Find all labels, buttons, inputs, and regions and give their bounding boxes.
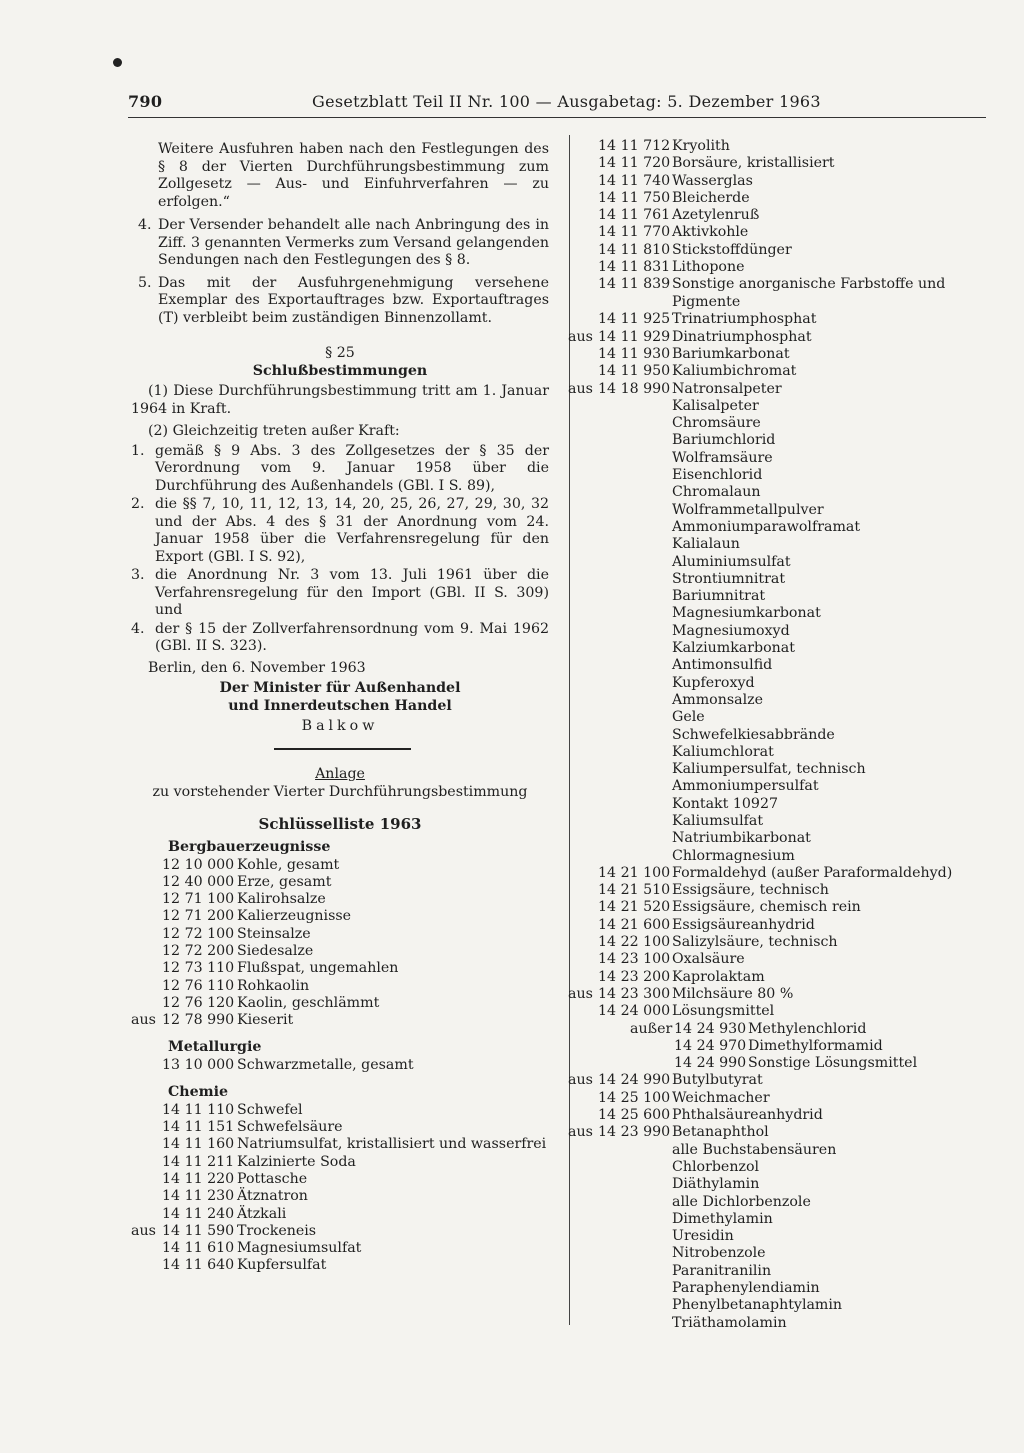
item-text: Der Versender behandelt alle nach Anbringung des in Ziff. 3 genannten Vermerks zum Versand gelangenden Sendungen nach den Festlegungen des § 8.	[158, 217, 549, 268]
entry-code: 12 76 120	[162, 994, 235, 1011]
entry-list	[131, 857, 549, 1030]
entry-code: 14 11 240	[162, 1205, 235, 1222]
entry-code: 12 71 200	[162, 908, 235, 925]
list-item	[568, 1245, 988, 1262]
entry-code: 14 21 100	[598, 864, 671, 881]
entry-list	[131, 1102, 549, 1275]
section-heading: Chemie	[168, 1084, 229, 1101]
entry-code: 14 11 770	[598, 224, 671, 241]
list-item	[568, 1003, 988, 1020]
repeal-number: 3.	[131, 567, 145, 583]
entry-code: 14 24 970	[674, 1037, 747, 1054]
list-item	[568, 484, 988, 501]
list-item	[568, 917, 988, 934]
entry-name: Borsäure, kristallisiert	[672, 155, 835, 172]
list-item	[568, 744, 988, 761]
entry-name: Azetylenruß	[672, 207, 760, 224]
entry-name: Kalzinierte Soda	[237, 1153, 356, 1170]
entry-code: 14 11 720	[598, 155, 671, 172]
list-item	[568, 657, 988, 674]
entry-code: 14 21 510	[598, 882, 671, 899]
entry-name: Kalisalpeter	[672, 397, 759, 414]
entry-code: 12 72 200	[162, 942, 235, 959]
entry-list	[568, 138, 988, 1332]
list-item	[568, 519, 988, 536]
entry-code: 14 24 930	[674, 1020, 747, 1037]
entry-prefix: aus	[568, 985, 593, 1002]
repeal-item	[131, 496, 549, 566]
entry-name: Kryolith	[672, 138, 730, 154]
entry-name: Oxalsäure	[672, 951, 745, 968]
list-item	[568, 934, 988, 951]
entry-name: Kaprolaktam	[672, 968, 765, 985]
entry-name: Magnesiumoxyd	[672, 622, 790, 639]
item-number: 4.	[138, 217, 152, 233]
section-number: § 25	[325, 345, 355, 361]
entry-name: Betanaphthol	[672, 1124, 769, 1141]
list-item	[568, 969, 988, 986]
section-title: Schlußbestimmungen	[252, 362, 428, 379]
entry-name: Phenylbetanaphtylamin	[672, 1297, 843, 1314]
header-title: Gesetzblatt Teil II Nr. 100 — Ausgabetag: 5. Dezember 1963	[312, 92, 821, 111]
signature-rule	[274, 748, 411, 750]
list-item	[131, 1012, 549, 1029]
repeal-text: gemäß § 9 Abs. 3 des Zollgesetzes der § 35 der Verordnung vom 9. Januar 1958 über die Durchführung des Außenhandels (GBl. I S. 89),	[155, 442, 549, 494]
list-item	[568, 1055, 988, 1072]
list-item	[568, 1211, 988, 1228]
entry-name: Natronsalpeter	[672, 380, 782, 397]
entry-name: Wasserglas	[672, 172, 753, 189]
list-item	[568, 675, 988, 692]
right-column	[568, 138, 988, 1332]
entry-code: 14 11 712	[598, 138, 671, 154]
page-number: 790	[128, 92, 163, 111]
entry-name: Schwefel	[237, 1101, 303, 1118]
entry-name: Siedesalze	[237, 942, 314, 959]
entry-code: 14 24 000	[598, 1003, 671, 1020]
list-item	[568, 778, 988, 795]
entry-code: 14 11 160	[162, 1136, 235, 1153]
list-item	[568, 1263, 988, 1280]
list-item	[568, 709, 988, 726]
entry-prefix: außer	[630, 1020, 673, 1037]
list-item	[131, 995, 549, 1012]
list-item	[131, 874, 549, 891]
list-item	[568, 848, 988, 865]
entry-name: Schwefelkiesabbrände	[672, 726, 835, 743]
entry-name: Kupferoxyd	[672, 674, 755, 691]
list-title: Schlüsselliste 1963	[258, 814, 422, 833]
entry-name: Ammoniumparawolframat	[672, 518, 861, 535]
signatory-line-2: und Innerdeutschen Handel	[228, 697, 452, 714]
list-item	[568, 432, 988, 449]
paragraph-1: (1) Diese Durchführungsbestimmung tritt am 1. Januar 1964 in Kraft.	[131, 383, 549, 417]
list-item	[131, 926, 549, 943]
list-item	[568, 899, 988, 916]
list-item	[568, 951, 988, 968]
list-item	[568, 138, 988, 155]
list-item	[568, 276, 988, 311]
list-item	[568, 1021, 988, 1038]
entry-name: Chlorbenzol	[672, 1158, 760, 1175]
annex-subtitle: zu vorstehender Vierter Durchführungsbestimmung	[152, 784, 528, 800]
entry-name: Gele	[672, 709, 705, 726]
entry-name: Schwefelsäure	[237, 1119, 343, 1136]
entry-code: 14 23 200	[598, 968, 671, 985]
repeal-item	[131, 443, 549, 496]
header-rule	[128, 117, 986, 118]
entry-code: 14 11 640	[162, 1257, 235, 1274]
entry-name: Weichmacher	[672, 1089, 770, 1106]
annex-title: Anlage	[315, 765, 365, 782]
repeal-text: die §§ 7, 10, 11, 12, 13, 14, 20, 25, 26, 27, 29, 30, 32 und der Abs. 4 des § 31 der Anordnung vom 24. Januar 1958 über die Verfahrensregelung für den Export (GBl. I S. 92),	[155, 496, 549, 565]
entry-name: Methylenchlorid	[748, 1020, 867, 1037]
entry-prefix: aus	[568, 1124, 593, 1141]
list-item	[568, 865, 988, 882]
entry-name: Trinatriumphosphat	[672, 311, 817, 328]
entry-name: Kaliumpersulfat, technisch	[672, 761, 866, 778]
list-item	[568, 727, 988, 744]
entry-name: Flußspat, ungemahlen	[237, 960, 399, 977]
entry-name: Antimonsulfid	[672, 657, 773, 674]
left-column	[131, 141, 549, 1275]
entry-name: Ammonsalze	[672, 691, 763, 708]
entry-code: 14 11 750	[598, 189, 671, 206]
list-item	[568, 761, 988, 778]
list-item	[568, 259, 988, 276]
entry-name: Kohle, gesamt	[237, 856, 340, 873]
entry-code: 12 73 110	[162, 960, 235, 977]
entry-name: Chromalaun	[672, 484, 761, 501]
entry-name: Bariumchlorid	[672, 432, 776, 449]
entry-name: Steinsalze	[237, 925, 311, 942]
entry-name: Natriumbikarbonat	[672, 830, 811, 847]
list-item	[568, 173, 988, 190]
list-item	[568, 571, 988, 588]
list-item	[131, 1188, 549, 1205]
entry-code: 14 11 810	[598, 241, 671, 258]
list-item	[131, 1102, 549, 1119]
repeal-number: 1.	[131, 442, 145, 459]
list-item	[568, 813, 988, 830]
list-item	[568, 1194, 988, 1211]
entry-name: Aluminiumsulfat	[672, 553, 791, 570]
list-item	[131, 978, 549, 995]
numbered-item	[131, 217, 549, 270]
list-item	[131, 1223, 549, 1240]
signatory-line-1: Der Minister für Außenhandel	[219, 680, 461, 696]
list-item	[568, 640, 988, 657]
entry-name: Kalziumkarbonat	[672, 640, 795, 657]
signatory-name: Balkow	[301, 718, 379, 734]
repeal-item	[131, 567, 549, 620]
page-header	[128, 92, 986, 118]
repeal-text: die Anordnung Nr. 3 vom 13. Juli 1961 über die Verfahrensregelung für den Import (GBl. II S. 309) und	[155, 567, 549, 618]
entry-code: 14 18 990	[598, 380, 671, 397]
list-item	[568, 536, 988, 553]
list-item	[568, 207, 988, 224]
list-item	[568, 605, 988, 622]
entry-code: 12 78 990	[162, 1012, 235, 1029]
entry-name: Erze, gesamt	[237, 873, 332, 890]
entry-name: Salizylsäure, technisch	[672, 934, 838, 951]
entry-code: 14 11 950	[598, 363, 671, 380]
catalog-left	[131, 839, 549, 1275]
list-item	[568, 329, 988, 346]
entry-prefix: aus	[568, 1072, 593, 1089]
numbered-item	[131, 275, 549, 328]
entry-name: Stickstoffdünger	[672, 241, 792, 258]
entry-code: 14 11 839	[598, 276, 671, 293]
list-item	[568, 554, 988, 571]
entry-name: Strontiumnitrat	[672, 570, 786, 587]
entry-name: Diäthylamin	[672, 1176, 760, 1193]
list-item	[568, 1090, 988, 1107]
entry-code: 14 11 740	[598, 172, 671, 189]
entry-code: 14 11 930	[598, 345, 671, 362]
entry-code: 14 21 600	[598, 916, 671, 933]
list-item	[131, 1171, 549, 1188]
entry-code: 14 22 100	[598, 934, 671, 951]
repeal-number: 4.	[131, 620, 145, 637]
entry-code: 14 11 151	[162, 1119, 235, 1136]
entry-name: Chlormagnesium	[672, 847, 795, 864]
list-item	[568, 1280, 988, 1297]
list-item	[568, 1315, 988, 1332]
entry-name: Bariumkarbonat	[672, 345, 790, 362]
list-item	[568, 155, 988, 172]
ink-dot	[113, 58, 122, 67]
section-heading: Metallurgie	[168, 1039, 262, 1056]
list-item	[131, 943, 549, 960]
list-item	[568, 381, 988, 398]
list-item	[568, 1228, 988, 1245]
entry-name: Eisenchlorid	[672, 467, 763, 484]
entry-name: Kontakt 10927	[672, 795, 778, 812]
list-item	[568, 1142, 988, 1159]
entry-name: Lösungsmittel	[672, 1003, 775, 1020]
list-item	[131, 857, 549, 874]
entry-code: 14 11 761	[598, 207, 671, 224]
entry-code: 14 11 831	[598, 259, 671, 276]
entry-code: 14 23 300	[598, 985, 671, 1002]
list-item	[568, 190, 988, 207]
entry-name: Bleicherde	[672, 189, 750, 206]
entry-list	[131, 1057, 549, 1074]
list-item	[568, 363, 988, 380]
entry-code: 13 10 000	[162, 1056, 235, 1073]
list-item	[568, 986, 988, 1003]
entry-name: Schwarzmetalle, gesamt	[237, 1056, 414, 1073]
entry-name: alle Dichlorbenzole	[672, 1193, 811, 1210]
entry-code: 14 23 990	[598, 1124, 671, 1141]
entry-code: 14 11 230	[162, 1188, 235, 1205]
entry-code: 12 76 110	[162, 977, 235, 994]
list-item	[568, 1038, 988, 1055]
entry-code: 14 11 610	[162, 1240, 235, 1257]
entry-name: Phthalsäureanhydrid	[672, 1107, 823, 1124]
list-item	[568, 692, 988, 709]
entry-name: Pottasche	[237, 1170, 308, 1187]
list-item	[131, 891, 549, 908]
list-item	[131, 1119, 549, 1136]
entry-code: 14 21 520	[598, 899, 671, 916]
list-item	[568, 415, 988, 432]
list-item	[131, 1154, 549, 1171]
entry-prefix: aus	[131, 1222, 156, 1239]
entry-name: Natriumsulfat, kristallisiert und wasserfrei	[237, 1136, 547, 1153]
list-item	[568, 467, 988, 484]
entry-name: Essigsäureanhydrid	[672, 916, 815, 933]
list-item	[568, 242, 988, 259]
entry-code: 14 11 220	[162, 1170, 235, 1187]
list-item	[568, 830, 988, 847]
entry-name: Paraphenylendiamin	[672, 1280, 820, 1296]
entry-name: Paranitranilin	[672, 1262, 772, 1279]
list-item	[568, 450, 988, 467]
list-item	[568, 1176, 988, 1193]
list-item	[568, 1159, 988, 1176]
list-item	[568, 1107, 988, 1124]
entry-name: Essigsäure, technisch	[672, 882, 829, 899]
entry-name: Nitrobenzole	[672, 1245, 766, 1262]
entry-name: alle Buchstabensäuren	[672, 1141, 837, 1158]
entry-name: Dimethylamin	[672, 1210, 773, 1227]
list-item	[131, 908, 549, 925]
repeal-text: der § 15 der Zollverfahrensordnung vom 9. Mai 1962 (GBl. II S. 323).	[155, 620, 549, 654]
list-item	[568, 796, 988, 813]
entry-name: Milchsäure 80 %	[672, 985, 794, 1002]
list-item	[568, 311, 988, 328]
list-item	[568, 502, 988, 519]
entry-name: Dinatriumphosphat	[672, 328, 812, 345]
list-item	[568, 1124, 988, 1141]
entry-name: Magnesiumkarbonat	[672, 605, 821, 622]
entry-prefix: aus	[568, 380, 593, 397]
entry-code: 14 25 100	[598, 1089, 671, 1106]
entry-name: Essigsäure, chemisch rein	[672, 899, 861, 916]
entry-code: 14 24 990	[674, 1055, 747, 1072]
entry-code: 12 40 000	[162, 873, 235, 890]
list-item	[131, 1057, 549, 1074]
entry-name: Kalierzeugnisse	[237, 908, 352, 925]
entry-name: Kaliumchlorat	[672, 743, 774, 760]
entry-code: 14 23 100	[598, 951, 671, 968]
item-text: Das mit der Ausfuhrgenehmigung versehene Exemplar des Exportauftrages bzw. Exportauftrages (T) verbleibt beim zuständigen Binnenzollamt.	[158, 274, 549, 326]
list-item	[568, 398, 988, 415]
entry-name: Kaliumsulfat	[672, 812, 764, 829]
list-item	[131, 960, 549, 977]
entry-code: 14 11 110	[162, 1101, 235, 1118]
entry-name: Ätzkali	[237, 1205, 287, 1222]
entry-name: Trockeneis	[237, 1222, 317, 1239]
entry-code: 12 72 100	[162, 925, 235, 942]
entry-name: Kalirohsalze	[237, 891, 326, 908]
entry-name: Wolframsäure	[672, 449, 773, 466]
list-item	[568, 623, 988, 640]
entry-name: Aktivkohle	[672, 224, 749, 241]
entry-name: Sonstige anorganische Farbstoffe und Pigmente	[672, 276, 946, 310]
entry-name: Magnesiumsulfat	[237, 1240, 362, 1257]
entry-name: Sonstige Lösungsmittel	[748, 1055, 918, 1072]
entry-code: 14 11 590	[162, 1222, 235, 1239]
entry-name: Triäthamolamin	[672, 1314, 787, 1331]
entry-name: Kaolin, geschlämmt	[237, 994, 380, 1011]
repeal-item	[131, 621, 549, 656]
list-item	[131, 1240, 549, 1257]
entry-name: Butylbutyrat	[672, 1072, 763, 1089]
entry-name: Bariumnitrat	[672, 588, 766, 605]
list-item	[568, 1072, 988, 1089]
list-item	[568, 346, 988, 363]
list-item	[568, 588, 988, 605]
place-date: Berlin, den 6. November 1963	[148, 659, 366, 676]
entry-prefix: aus	[568, 328, 593, 345]
entry-name: Formaldehyd (außer Paraformaldehyd)	[672, 864, 953, 881]
entry-name: Kalialaun	[672, 536, 740, 553]
entry-prefix: aus	[131, 1012, 156, 1029]
entry-code: 12 10 000	[162, 856, 235, 873]
list-item	[131, 1206, 549, 1223]
entry-name: Dimethylformamid	[748, 1037, 883, 1054]
paragraph-2: (2) Gleichzeitig treten außer Kraft:	[148, 423, 400, 439]
list-item	[568, 1297, 988, 1314]
list-item	[131, 1136, 549, 1153]
entry-name: Kieserit	[237, 1012, 294, 1029]
entry-name: Ätznatron	[237, 1188, 308, 1205]
entry-code: 12 71 100	[162, 891, 235, 908]
entry-name: Kupfersulfat	[237, 1257, 327, 1274]
entry-name: Rohkaolin	[237, 977, 310, 994]
entry-name: Wolframmetallpulver	[672, 501, 824, 518]
entry-code: 14 25 600	[598, 1107, 671, 1124]
entry-code: 14 24 990	[598, 1072, 671, 1089]
intro-paragraph: Weitere Ausfuhren haben nach den Festlegungen des § 8 der Vierten Durchführungsbestimmung zum Zollgesetz — Aus- und Einfuhrverfahren — zu erfolgen.“	[158, 141, 549, 210]
entry-name: Uresidin	[672, 1228, 734, 1245]
repeal-number: 2.	[131, 496, 145, 512]
entry-code: 14 11 925	[598, 311, 671, 328]
list-item	[568, 224, 988, 241]
entry-name: Ammoniumpersulfat	[672, 778, 819, 795]
entry-name: Lithopone	[672, 259, 745, 276]
entry-code: 14 11 929	[598, 328, 671, 345]
entry-name: Chromsäure	[672, 415, 761, 432]
list-item	[131, 1257, 549, 1274]
list-item	[568, 882, 988, 899]
entry-code: 14 11 211	[162, 1153, 235, 1170]
item-number: 5.	[138, 274, 152, 291]
entry-name: Kaliumbichromat	[672, 363, 797, 380]
section-heading: Bergbauerzeugnisse	[168, 839, 331, 855]
